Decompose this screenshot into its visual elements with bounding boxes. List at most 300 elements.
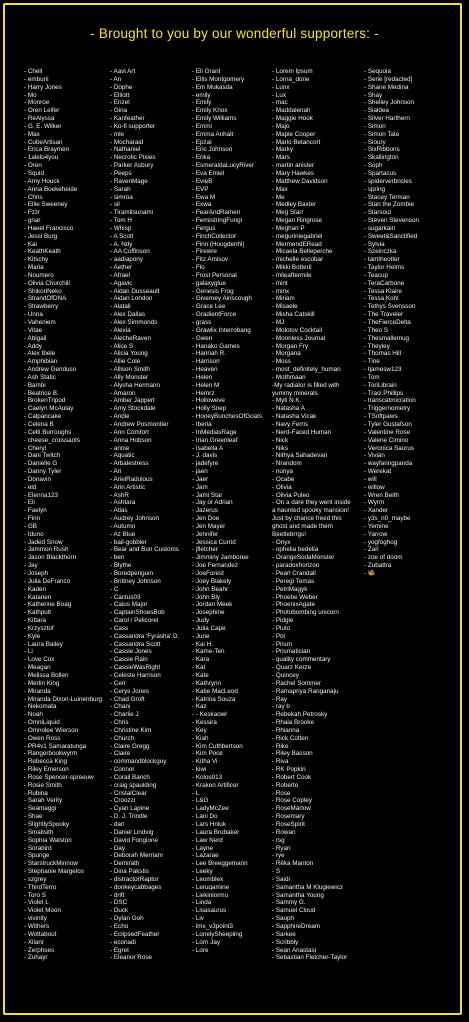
supporter-name: - Katherine Boag (24, 601, 72, 609)
page-title: - Brought to you by our wonderful supporters: - (90, 26, 379, 41)
supporter-name: - Squid (24, 169, 44, 177)
supporter-name: - Taylor Helms (364, 264, 405, 272)
supporter-name: - Cactus03 (110, 593, 141, 601)
supporter-name: - Meagan (24, 664, 51, 672)
supporter-name: - Irian Greenleaf (192, 436, 238, 444)
supporter-name: - transcatmicration (364, 397, 416, 405)
supporter-name: - simroa (110, 193, 133, 201)
supporter-name: - Starsoul (364, 209, 391, 217)
supporter-name: - Sequoia (364, 68, 391, 75)
supporter-name: - Kathpult (24, 609, 51, 617)
supporter-name: - Chad Groft (110, 695, 145, 703)
supporter-name: - RoseMarlow (272, 805, 311, 813)
supporter-name: - Kaden (24, 585, 47, 593)
supporter-name: - Steven Stevenson (364, 217, 419, 225)
supporter-name: - Alex Simmonds (110, 319, 158, 326)
supporter-name: - Enzel (110, 99, 130, 107)
supporter-name: - annie (110, 444, 130, 452)
supporter-name: - Tom (364, 373, 380, 381)
supporter-name: - GB (24, 522, 37, 530)
supporter-name: - Spunge (24, 852, 50, 860)
supporter-name: - Sarkee (272, 930, 296, 938)
supporter-name: - Rebecca King (24, 758, 68, 766)
supporter-name: - Seamaggi (24, 805, 57, 813)
supporter-name: - Valentine Rose (364, 428, 411, 436)
supporter-name: - Spartacus (364, 169, 397, 177)
supporter-name: - gnar (24, 217, 41, 225)
supporter-name: - Erika (192, 154, 211, 162)
supporter-name: - Allison Smith (110, 366, 150, 374)
supporter-name: - Demirath (110, 860, 140, 868)
supporter-name: - Ryan (272, 844, 291, 852)
supporter-name: - Rachel Sommer (272, 679, 321, 687)
supporter-name: - Kolos013 (192, 773, 223, 781)
supporter-name: - Lore (192, 946, 209, 954)
supporter-name: - Molotov Cocktail (272, 326, 323, 334)
supporter-name: - SixRibbons (364, 146, 400, 154)
supporter-name: - Ari (110, 468, 122, 476)
supporter-name: - Liv (192, 915, 204, 923)
supporter-name: - Riley Emerson (24, 766, 69, 774)
supporter-name: - On a dare they went inside a haunted spooky mansion! Just by chance freed this ghost and made them Beetlebrrgs! (272, 499, 351, 538)
supporter-name: - Pluto (272, 624, 291, 632)
supporter-name: - Ramapriya Ranganaju (272, 687, 339, 695)
supporter-name: - emily (192, 91, 211, 99)
supporter-name: - Oren Leifer (24, 107, 60, 115)
supporter-column-4 (272, 68, 352, 962)
supporter-name: - Gina (110, 107, 128, 115)
supporter-name: - ReAlyssa (24, 115, 55, 123)
supporter-name: - Lisasaurus (192, 907, 227, 915)
supporter-name: - Tiramitsunami (110, 209, 154, 217)
supporter-name: - Scribbly (272, 938, 299, 946)
supporter-name: - Merlin King (24, 679, 60, 687)
supporter-name: - Miriam (272, 295, 295, 303)
supporter-name: - Rosie Smith (24, 781, 62, 789)
supporter-name: - Emily Knox (192, 107, 228, 115)
supporter-name: - Shelley Johnson (364, 99, 415, 107)
supporter-name: - StarstruckMinnow (24, 860, 78, 868)
supporter-name: - Emily (192, 99, 212, 107)
supporter-name: - John Bly (192, 593, 220, 601)
supporter-name: - Isabella A (192, 444, 224, 452)
supporter-name: - Kessira (192, 719, 217, 727)
supporter-name: - Noah (24, 711, 43, 719)
supporter-name: - Jay or Adrian (192, 499, 233, 507)
supporter-name: - Eleanor Rose (110, 954, 152, 962)
supporter-name: - Lux (272, 91, 286, 99)
supporter-name: - Toro S (24, 891, 46, 899)
supporter-name: - HoneyBunchesOfGoats (192, 413, 263, 421)
supporter-name: - donkeycabbages (110, 883, 162, 891)
supporter-name: - Olivia Churchill (24, 279, 70, 287)
supporter-name: - Theyley (364, 342, 390, 350)
supporter-name: - Misaele (272, 303, 298, 311)
supporter-name: - Riva (272, 758, 289, 766)
supporter-name: - Stacey Terman (364, 193, 410, 201)
supporter-name: - Love Cox (24, 656, 55, 664)
supporter-name: - Jordan Meek (192, 601, 233, 609)
supporter-name: - Kai H. (192, 640, 213, 648)
supporter-name: - Christine Kim (110, 726, 152, 734)
supporter-name: - TeraCarbone (364, 279, 405, 287)
supporter-name: - Kame-Ten (192, 648, 225, 656)
supporter-name: - Echo (110, 922, 129, 930)
supporter-name: - Egret (110, 946, 129, 954)
supporter-name: - Nick (272, 436, 289, 444)
supporter-name: - Claire (110, 750, 131, 758)
supporter-name: - Danny Tyler (24, 468, 62, 476)
supporter-name: - Werekat (364, 468, 392, 476)
supporter-name: - AA Coffinson (110, 248, 150, 256)
supporter-name: - Triggernometry (364, 405, 411, 413)
supporter-name: - Tyler Gustafson (364, 420, 412, 428)
supporter-name: - Calpancake (24, 413, 62, 421)
supporter-name: - Mary Hawkes (272, 169, 314, 177)
supporter-name: - CaptainShoesBob (110, 609, 165, 617)
supporter-name: - Jen Doe (192, 515, 220, 523)
supporter-name: - Shae (24, 813, 43, 821)
supporter-name: - OrangeSodaMonster (272, 554, 335, 562)
supporter-name: - Xilanr (24, 938, 44, 946)
supporter-name: - Dylan Goh (110, 915, 144, 923)
supporter-name: - Withers (24, 922, 50, 930)
supporter-name: - Moonless Journal (272, 334, 326, 342)
supporter-name: - CubeArtisan (24, 138, 63, 146)
supporter-name: - MermendERead (272, 240, 322, 248)
supporter-name: - dan (110, 821, 125, 828)
supporter-name: - Ally Monster (110, 373, 149, 381)
supporter-name: - Iduno (24, 530, 44, 538)
supporter-name: - Caius Major (110, 601, 148, 609)
supporter-name: - Aquatic (110, 452, 135, 460)
supporter-name: - Kiah (192, 734, 209, 742)
supporter-name: - szgrey (24, 875, 47, 883)
supporter-name: - Wyrm (364, 499, 385, 507)
supporter-name: - Helen (192, 373, 213, 381)
supporter-name: - CristalClear (110, 789, 147, 797)
supporter-name: - C (110, 585, 119, 593)
supporter-name: - Rhianna (272, 726, 300, 734)
supporter-name: - EVP (192, 185, 209, 193)
supporter-name: - Iberia (192, 420, 212, 428)
supporter-name: - Erica Braymen (24, 146, 70, 154)
supporter-name: - most_definitely_human (272, 366, 341, 374)
supporter-name: - Stan the Zombie (364, 201, 415, 209)
supporter-name: - econadi (110, 938, 136, 946)
supporter-name: - Lorn Jay (192, 938, 220, 946)
supporter-name: - distractorRaptor (110, 875, 159, 883)
supporter-name: - Katie MacLeod (192, 687, 238, 695)
supporter-name: - nunya (272, 468, 294, 476)
supporter-name: - mint (272, 279, 288, 287)
supporter-name: - Saidi (272, 875, 290, 883)
supporter-name: - ben (110, 554, 125, 562)
supporter-name: - Unna (24, 311, 43, 319)
supporter-name: - EvieB (192, 177, 213, 185)
supporter-name: - Holly Snep (192, 405, 227, 413)
supporter-name: - Hannah R. (192, 350, 226, 358)
supporter-name: - Aidan London (110, 295, 153, 303)
supporter-name: - Olivia (272, 483, 292, 491)
supporter-name: - vivinity (24, 915, 47, 923)
supporter-name: - Andrew Genduso (24, 366, 77, 374)
supporter-name: - Nekomata (24, 703, 57, 711)
supporter-name: - RK Popkin (272, 766, 306, 774)
supporter-name: - Kat (192, 664, 206, 672)
supporter-name: - Natasha A (272, 405, 305, 413)
supporter-name: - Zerphses (24, 946, 55, 954)
supporter-name: - D. J. Trindle (110, 813, 148, 821)
supporter-name: - Corail Banch (110, 773, 150, 781)
supporter-name: - Ann Comfort (110, 428, 149, 436)
supporter-name: - Micaela Belleperche (272, 248, 333, 256)
supporter-name: - tamtheotter (364, 256, 400, 264)
supporter-name: - Kate (192, 671, 209, 679)
supporter-name: - Cassie Jones (110, 648, 152, 656)
supporter-name: - Phoebe Weber (272, 593, 318, 601)
supporter-name: - Smallsith (24, 828, 54, 836)
supporter-name: - Myti N.K. (272, 397, 302, 405)
supporter-name: - will (364, 475, 377, 483)
supporter-name: - Soph (364, 162, 383, 170)
supporter-name: - Rose Copley (272, 797, 312, 805)
supporter-name: - Sean Anastasi (272, 946, 317, 954)
supporter-name: - Anna Hobson (110, 436, 152, 444)
supporter-name: - sugarkain (364, 224, 396, 232)
supporter-name: - Tessa Kohl (364, 295, 399, 303)
supporter-name: - Cheryl (24, 444, 47, 452)
supporter-name: - Amber Jappert (110, 397, 155, 405)
supporter-name: - OmniLiquid (24, 719, 60, 727)
supporter-name: - Joey Blakely (192, 577, 232, 585)
supporter-name: - L (192, 789, 200, 797)
supporter-name: - Heaven (192, 366, 218, 374)
supporter-name: - Vitae (24, 326, 43, 334)
supporter-name: - Riley Basson (272, 750, 313, 758)
supporter-name: - Tethys Svensson (364, 303, 416, 311)
supporter-name: - Blythe (110, 562, 132, 570)
supporter-name: - Elenna123 (24, 491, 58, 499)
supporter-name: - jadefyre (192, 460, 219, 468)
supporter-name: - Whisp (110, 224, 132, 232)
supporter-name: - Ashtara (110, 499, 136, 507)
supporter-name: - Celeste Harrison (110, 671, 161, 679)
supporter-name: - Rêka Manton (272, 860, 314, 868)
supporter-name: - yogfoghog (364, 538, 398, 546)
supporter-name: - Amphibian (24, 358, 58, 366)
supporter-name: - Photobombing unicorn (272, 609, 339, 617)
supporter-name: - Ellis Montgomery (192, 75, 245, 83)
supporter-name: - Eric Johnson (192, 146, 233, 154)
supporter-name: - Ewa M (192, 193, 216, 201)
supporter-name: - Harry Jones (24, 83, 62, 91)
supporter-name: - Veronica Saurus (364, 444, 415, 452)
supporter-name: - jfletcher (192, 546, 218, 554)
supporter-name: - Jennifer (192, 530, 219, 538)
supporter-name: - Serie [redacted] (364, 75, 413, 83)
supporter-name: - ShikoriNeko (24, 287, 62, 295)
supporter-name: - Peeps (110, 169, 132, 177)
supporter-name: - Alatali (110, 303, 131, 311)
supporter-name: - Lorna_done (272, 75, 310, 83)
supporter-name: - Jen Mayer (192, 522, 226, 530)
supporter-name: - Mocharaid (110, 138, 144, 146)
supporter-name: - Croozzi (110, 797, 136, 805)
supporter-name: - Alysha Hermann (110, 381, 161, 389)
supporter-name: - Morgan Fry (272, 342, 309, 350)
supporter-name: - tjamesw123 (364, 366, 402, 374)
supporter-name: - ThirdTerro (24, 883, 57, 891)
supporter-name: - StrandOfDNA (24, 295, 67, 303)
supporter-name: - Yemine (364, 522, 389, 530)
supporter-name: - Zubattra (364, 562, 392, 570)
supporter-name: - zoe of doom (364, 554, 403, 562)
supporter-name: - Morgana (272, 350, 301, 358)
supporter-name: - Addy (24, 342, 42, 350)
supporter-name: - Eva Emiel (192, 169, 225, 177)
supporter-column-3 (192, 68, 262, 954)
supporter-name: - Law Nerd (192, 836, 223, 844)
supporter-name: - Silver Harthern (364, 115, 410, 123)
supporter-name: - emburii (24, 75, 49, 83)
supporter-name: - martin anister (272, 162, 314, 170)
supporter-name: - Liekinlormu (192, 891, 229, 899)
supporter-name: - Parker Asbury (110, 162, 154, 170)
supporter-name: - Miranda (24, 687, 51, 695)
supporter-name: - A. Ndy (110, 240, 133, 248)
supporter-name: - Katrina Souza (192, 695, 236, 703)
supporter-name: - Nithya Sahadevan (272, 452, 328, 460)
supporter-name: - Emma Anhalt (192, 130, 234, 138)
supporter-name: - Genesis Frog (192, 287, 234, 295)
supporter-name: - Rhaia Brooke (272, 719, 314, 727)
supporter-name: - Sweet&Sanctified (364, 232, 418, 240)
supporter-name: - Jay (24, 562, 38, 570)
supporter-name: - Misha Catskill (272, 311, 315, 319)
supporter-name: - Leruqamine (192, 883, 230, 891)
supporter-name: - Amy Houck (24, 177, 60, 185)
supporter-name: - Li (24, 648, 33, 656)
supporter-name: - David Fongione (110, 836, 158, 844)
supporter-name: - Quincey (272, 671, 299, 679)
supporter-name: - Aidan Dusseault (110, 287, 160, 295)
supporter-name: - - Keskaowl (192, 711, 227, 719)
supporter-name: - Danielle G (24, 460, 58, 468)
supporter-name: - Atlas (110, 507, 128, 515)
supporter-name: - LadyMcZee (192, 805, 229, 813)
supporter-name: - Judy (192, 617, 210, 625)
supporter-name: - Lani Do (192, 813, 218, 821)
supporter-column-1 (24, 68, 102, 962)
supporter-name: - Laura Brubaker (192, 828, 240, 836)
supporter-name: - GradientForce (192, 311, 237, 319)
supporter-name: - DSC (110, 899, 128, 907)
supporter-name: - Grawlix Interrobang (192, 326, 251, 334)
supporter-name: - FinchCollector (192, 232, 237, 240)
supporter-name: - Chris (110, 719, 129, 727)
supporter-name: - Arin Artistic (110, 483, 145, 491)
supporter-name: - Sialdea (364, 107, 389, 115)
supporter-name: - 🐝 (364, 570, 376, 577)
supporter-name: - Elliott (110, 91, 130, 99)
supporter-name: - Duck (110, 907, 129, 915)
supporter-name: - Sarah (110, 185, 131, 193)
supporter-name: - Abigail (24, 334, 47, 342)
supporter-name: - Hemrz (192, 389, 215, 397)
supporter-name: - Sophia Walston (24, 836, 72, 844)
supporter-name: - Haeel Francisco (24, 224, 74, 232)
supporter-name: - Maple Cooper (272, 130, 316, 138)
supporter-name: - Kim Cuthbertson (192, 742, 243, 750)
supporter-name: - Nerd-Faced Human (272, 428, 332, 436)
supporter-name: - Emily Williams (192, 115, 237, 123)
supporter-name: - Firewre (192, 248, 217, 256)
supporter-name: - Beatrice B. (24, 389, 59, 397)
supporter-name: - Amaron (110, 389, 136, 397)
supporter-name: - Rike (272, 742, 289, 750)
supporter-name: - Julia DeFranco (24, 577, 71, 585)
supporter-name: - Monroe (24, 99, 50, 107)
supporter-name: - PetriMagyk (272, 585, 308, 593)
supporter-name: - Matthew Davidson (272, 177, 328, 185)
supporter-name: - Kitschy (24, 256, 49, 264)
supporter-name: - Nrandom (272, 460, 302, 468)
supporter-name: - Boredpenguin (110, 570, 154, 577)
supporter-name: - Jazerus (192, 507, 218, 515)
supporter-name: - Julia Cape (192, 624, 226, 632)
supporter-name: - The Traveler (364, 311, 404, 319)
supporter-name: - Theo S (364, 326, 389, 334)
supporter-name: - TheFierceDelta (364, 319, 411, 326)
supporter-name: - Chell (24, 68, 43, 75)
supporter-name: - Valerie Cimino (364, 436, 409, 444)
supporter-name: - Violet Moon (24, 907, 61, 915)
supporter-name: - Giverney Ainscough (192, 295, 252, 303)
supporter-name: - Deborah Merriam (110, 852, 163, 860)
supporter-name: - Alice S (110, 342, 134, 350)
supporter-name: - Cassandra Scott (110, 640, 161, 648)
supporter-name: - Brittney Johnson (110, 577, 161, 585)
supporter-name: - paradoxhorizon (272, 562, 320, 570)
supporter-name: - Vivian (364, 452, 385, 460)
supporter-name: - Prism (272, 640, 292, 648)
supporter-name: - Jason Blackthorn (24, 554, 77, 562)
supporter-name: - Frost Personal (192, 271, 237, 279)
supporter-name: - cheese_croissants (24, 436, 80, 444)
supporter-name: - FerrestringFungi (192, 217, 243, 225)
supporter-name: - Helen M (192, 381, 220, 389)
supporter-name: - Sebastian Fletcher-Taylor (272, 954, 348, 962)
supporter-name: - Strawberry (24, 303, 59, 311)
supporter-name: - Aether (110, 264, 133, 272)
supporter-name: - L&G (192, 797, 209, 805)
supporter-name: - Claire Gregg (110, 742, 150, 750)
supporter-name: - G. E. Wilker (24, 122, 62, 130)
supporter-name: - Noumero (24, 271, 54, 279)
supporter-name: - Omnolee Wierson (24, 726, 79, 734)
supporter-name: - Connor (110, 766, 135, 774)
supporter-name: - Finn (Hougdenhl) (192, 240, 245, 248)
supporter-name: - Cassie Rain (110, 656, 148, 664)
supporter-name: - quality commentary (272, 656, 331, 664)
supporter-name: - Mario Betancort (272, 138, 321, 146)
supporter-name: - Stephanie Margelos (24, 868, 84, 876)
supporter-name: - Cassandra 'Fyrasha' D. (110, 632, 180, 640)
supporter-name: - rye (272, 852, 285, 860)
supporter-name: - Arbalestress (110, 460, 149, 468)
supporter-name: - Mo (24, 91, 37, 99)
